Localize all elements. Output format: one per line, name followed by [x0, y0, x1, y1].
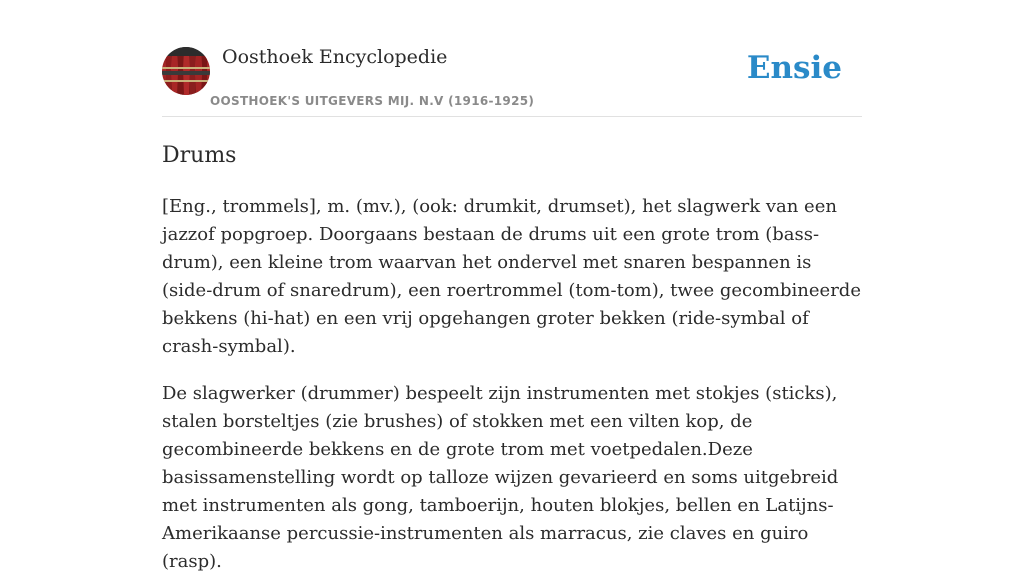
entry-paragraph-1: [Eng., trommels], m. (mv.), (ook: drumkit, drumset), het slagwerk van een jazzof popgroep. Doorgaans bestaan de drums uit een grote trom (bass-drum), een kleine trom waarvan het ondervel met snaren bespannen is (side-drum of snaredrum), een roertrommel (tom-tom), twee gecombineerde bekkens (hi-hat) en een vrij opgehangen groter bekken (ride-symbal of crash-symbal).: [162, 196, 861, 357]
site-title[interactable]: Oosthoek Encyclopedie: [222, 46, 448, 68]
entry-paragraph-2: De slagwerker (drummer) bespeelt zijn instrumenten met stokjes (sticks), stalen borsteltjes (zie brushes) of stokken met een vilten kop, de gecombineerde bekkens en de grote trom met voetpedalen.Deze basissamenstelling wordt op talloze wijzen gevarieerd en soms uitgebreid met instrumenten als gong, tamboerijn, houten blokjes, bellen en Latijns-Amerikaanse percussie-instrumenten als marracus, zie claves en guiro (rasp).: [162, 383, 839, 572]
page: [162, 0, 862, 576]
ensie-logo[interactable]: Ensie: [746, 50, 842, 86]
entry-title: Drums: [162, 143, 237, 168]
publisher-label: OOSTHOEK'S UITGEVERS MIJ. N.V (1916-1925): [210, 94, 535, 108]
book-spines-icon[interactable]: [162, 47, 210, 95]
header: [162, 0, 862, 117]
